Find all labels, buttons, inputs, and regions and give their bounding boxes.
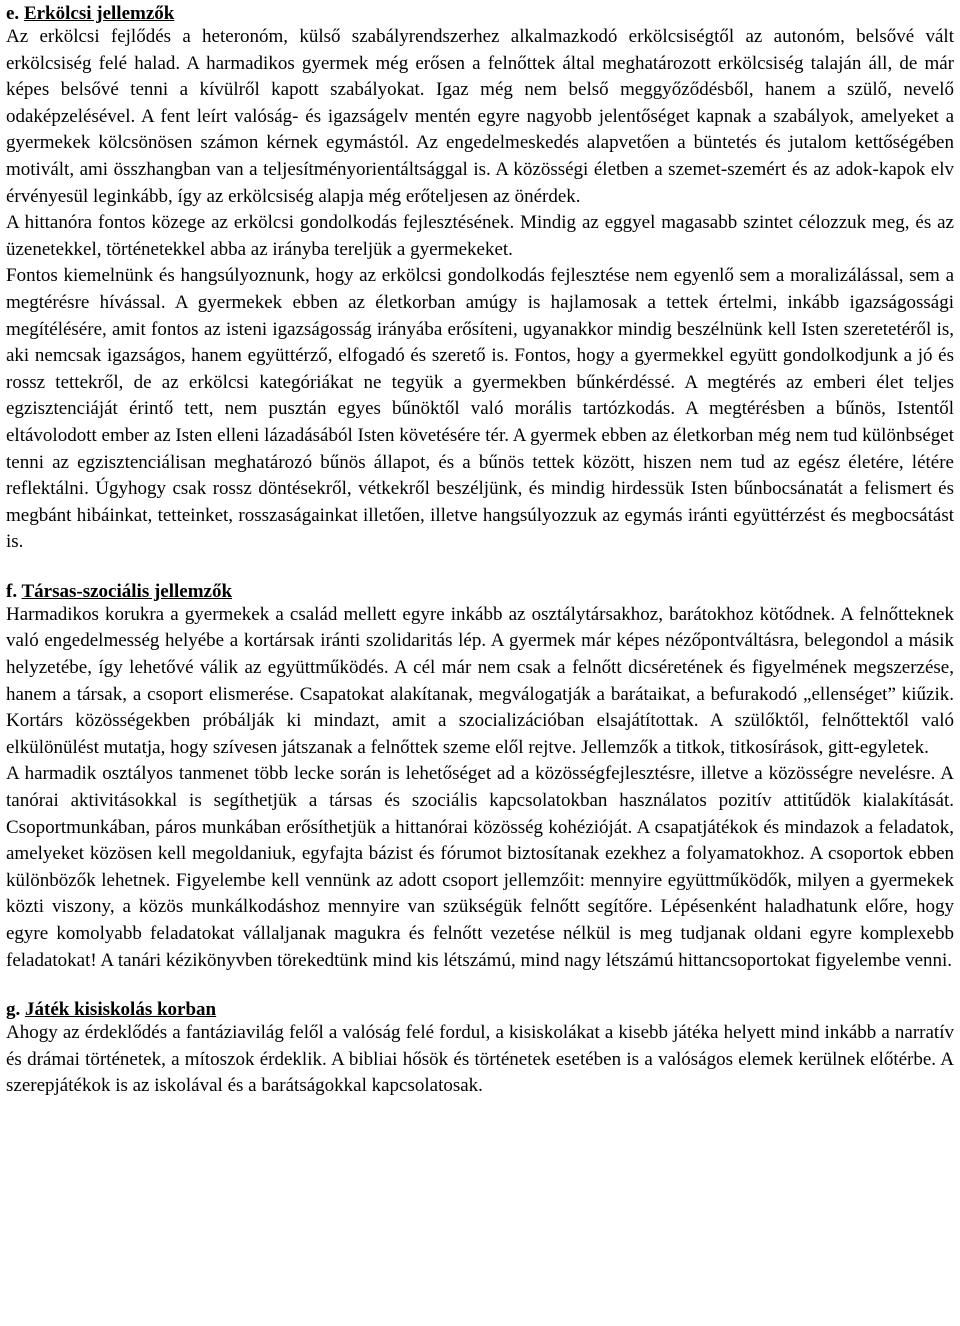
- section-spacer: [6, 974, 954, 996]
- document-page: [6, 0, 954, 1100]
- section-letter: f.: [6, 580, 18, 602]
- paragraph: Az erkölcsi fejlődés a heteronóm, külső szabályrendszerhez alkalmazkodó erkölcsiségtől az autonóm, belsővé vált erkölcsiség felé halad. A harmadikos gyermek még erősen a felnőttek által meghatározott erkölcsiség talaján áll, de már képes belsővé tenni a kívülről kapott szabályokat. Igaz még nem belső meggyőződésből, hanem a szülő, nevelő odaképzelésével. A fent leírt valóság- és igazságelv mentén egyre nagyobb jelentőséget kapnak a szabályok, amelyeket a gyermekek kölcsönösen számon kérnek egymástól. Az engedelmeskedés alapvetően a büntetés és jutalom kettőségében motivált, ami összhangban van a teljesítményorientáltsággal is. A közösségi életben a szemet-szemért és az adok-kapok elv érvényesül leginkább, így az erkölcsiség alapja még erőteljesen az önérdek.: [6, 26, 954, 207]
- paragraph: Harmadikos korukra a gyermekek a család mellett egyre inkább az osztálytársakhoz, barátokhoz kötődnek. A felnőtteknek való engedelmesség helyébe a kortársak iránti szolidaritás lép. A gyermek már képes nézőpontváltásra, belegondol a másik helyzetébe, így lehetővé válik az együttműködés. A cél már nem csak a felnőtt dicséretének és figyelmének megszerzése, hanem a társak, a csoport elismerése. Csapatokat alakítanak, megválogatják a barátaikat, a befurakodó „ellenséget” kiűzik. Kortárs közösségekben próbálják ki mindazt, amit a szocializációban elsajátítottak. A szülőktől, felnőttektől való elkülönülést mutatja, hogy szívesen játszanak a felnőttek szeme elől rejtve. Jellemzők a titkok, titkosírások, gitt-egyletek.: [6, 603, 954, 758]
- paragraph: Fontos kiemelnünk és hangsúlyoznunk, hogy az erkölcsi gondolkodás fejlesztése nem egyenlő sem a moralizálással, sem a megtérésre hívással. A gyermekek ebben az életkorban amúgy is hajlamosak a tettek értelmi, inkább igazságossági megítélésére, amit fontos az isteni igazságosság irányába erősíteni, ugyanakkor mindig beszélnünk kell Isten szeretetéről is, aki nemcsak igazságos, hanem együttérző, elfogadó és szerető is. Fontos, hogy a gyermekkel együtt gondolkodjunk a jó és rossz tettekről, de az erkölcsi kategóriákat ne tegyük a gyermekben bűnkérdéssé. A megtérés az emberi élet teljes egzisztenciáját érintő tett, nem pusztán egyes bűnöktől való morális tartózkodás. A megtérésben a bűnös, Istentől eltávolodott ember az Isten elleni lázadásából Isten követésére tér. A gyermek ebben az életkorban még nem tud különbséget tenni az egzisztenciálisan meghatározó bűnös állapot, és a bűnös tettek között, hiszen nem tud az egész életére, létére reflektálni. Úgyhogy csak rossz döntésekről, vétkekről beszéljünk, és mindig hirdessük Isten bűnbocsánatát a felismert és megbánt hibáinkat, tetteinket, rosszaságainkat illetően, illetve hangsúlyozzuk az egymás iránti együttérzést és megbocsátást is.: [6, 265, 954, 553]
- section-heading: [6, 578, 954, 602]
- paragraph: A harmadik osztályos tanmenet több lecke során is lehetőséget ad a közösségfejlesztésre, illetve a közösségre nevelésre. A tanórai aktivitásokkal is segíthetjük a társas és szociális kapcsolatokban használatos pozitív attitűdök kialakítását. Csoportmunkában, páros munkában erősíthetjük a hittanórai közösség kohézióját. A csapatjátékok és mindazok a feladatok, amelyeket közösen kell megoldaniuk, egyfajta bázist és fórumot biztosítanak ezekhez a folyamatokhoz. A csoportok ebben különbözők lehetnek. Figyelembe kell vennünk az adott csoport jellemzőit: mennyire együttműködők, milyen a gyermekek közti viszony, a közös munkálkodáshoz mennyire van szükségük felnőtt segítőre. Lépésenként haladhatunk előre, hogy egyre komolyabb feladatokat vállaljanak magukra és felnőtt vezetése nélkül is meg tudjanak oldani egyre komplexebb feladatokat! A tanári kézikönyvben törekedtünk mind kis létszámú, mind nagy létszámú hittancsoportokat figyelembe venni.: [6, 763, 954, 971]
- paragraph: Ahogy az érdeklődés a fantáziavilág felől a valóság felé fordul, a kisiskolákat a kisebb játéka helyett mind inkább a narratív és drámai történetek, a mítoszok érdeklik. A bibliai hősök és történetek esetében is a valóságos elemek kerülnek előtérbe. A szerepjátékok is az iskolával és a barátságokkal kapcsolatosak.: [6, 1022, 954, 1097]
- section-heading: [6, 0, 954, 24]
- section-heading: [6, 996, 954, 1020]
- section-title: Erkölcsi jellemzők: [23, 3, 175, 24]
- section-letter: g.: [6, 999, 21, 1021]
- section-jatek-kisiskolas-korban: [6, 996, 954, 1100]
- paragraph: A hittanóra fontos közege az erkölcsi gondolkodás fejlesztésének. Mindig az eggyel magasabb szintet célozzuk meg, és az üzenetekkel, történetekkel abba az irányba tereljük a gyermekeket.: [6, 212, 954, 260]
- section-tarsas-szocialis-jellemzok: [6, 578, 954, 974]
- section-title: Társas-szociális jellemzők: [21, 580, 233, 602]
- section-letter: e.: [6, 3, 20, 24]
- section-erkolcsi-jellemzok: [6, 0, 954, 556]
- section-title: Játék kisiskolás korban: [25, 999, 217, 1021]
- section-spacer: [6, 556, 954, 578]
